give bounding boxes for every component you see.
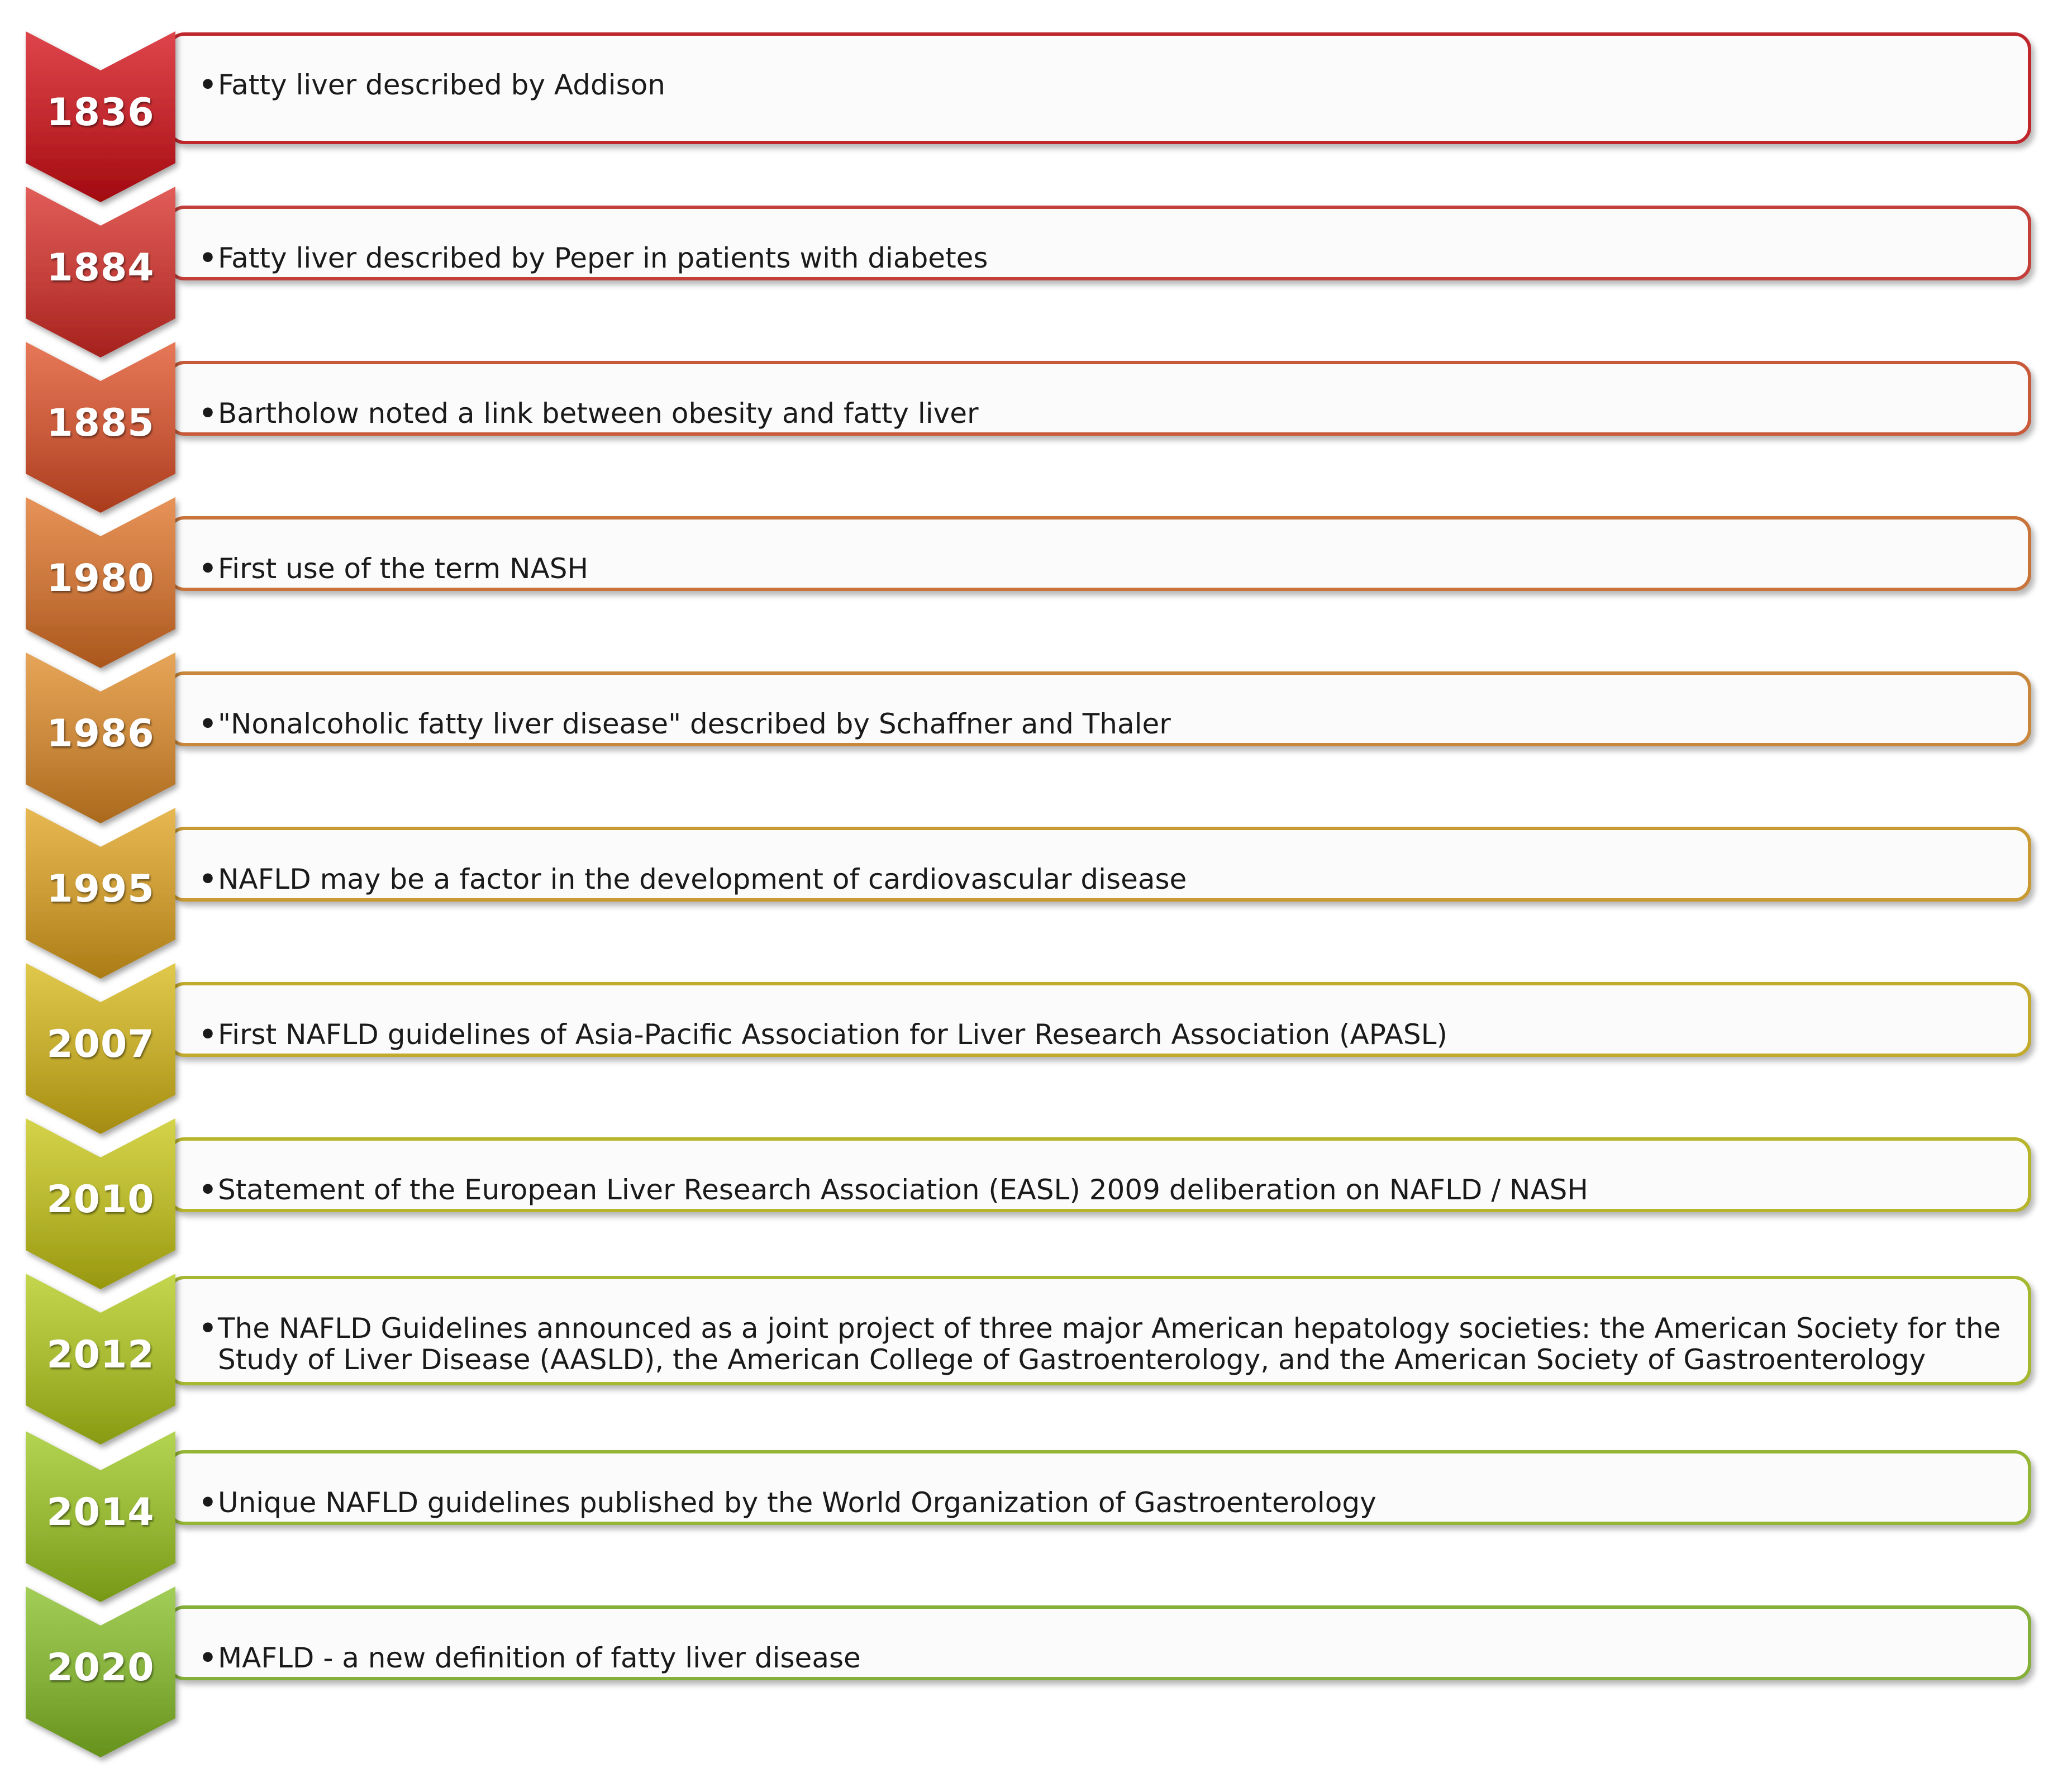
event-description [199, 1019, 2006, 1050]
year-label: 1884 [46, 246, 155, 290]
bullet-icon: • [199, 1642, 217, 1674]
event-box [168, 1450, 2031, 1525]
bullet-icon: • [199, 69, 217, 101]
bullet-icon: • [199, 1486, 217, 1519]
bullet-icon: • [199, 1312, 217, 1345]
event-description [199, 242, 2006, 274]
event-box [168, 1137, 2031, 1212]
bullet-icon: • [199, 863, 217, 895]
event-box [168, 671, 2031, 746]
event-box [168, 32, 2031, 144]
year-label: 2007 [46, 1022, 155, 1066]
event-box [168, 982, 2031, 1057]
event-text: The NAFLD Guidelines announced as a joint project of three major American hepatology societies: the American Society for the Study of Liver Disease (AASLD), the American College of Gastroenterology, and the American Society of Gastroenterology [217, 1312, 2001, 1376]
event-text: Statement of the European Liver Research Association (EASL) 2009 deliberation on NAFLD / NASH [217, 1174, 1588, 1206]
bullet-icon: • [199, 397, 217, 430]
event-text: NAFLD may be a factor in the development of cardiovascular disease [217, 863, 1187, 895]
event-box [168, 1605, 2031, 1680]
event-box [168, 827, 2031, 902]
event-description [199, 553, 2006, 584]
event-description [199, 69, 2006, 101]
event-description [199, 1174, 2006, 1205]
year-label: 2014 [46, 1490, 155, 1534]
year-label: 2020 [46, 1646, 155, 1690]
event-text: "Nonalcoholic fatty liver disease" described by Schaffner and Thaler [217, 708, 1171, 740]
event-description [199, 1487, 2006, 1518]
year-label: 1885 [46, 401, 155, 445]
event-box [168, 361, 2031, 436]
event-text: Unique NAFLD guidelines published by the World Organization of Gastroenterology [217, 1486, 1376, 1519]
event-description [199, 1313, 2006, 1375]
event-description [199, 708, 2006, 740]
event-box [168, 206, 2031, 280]
event-text: Fatty liver described by Addison [217, 69, 665, 101]
year-label: 1836 [46, 90, 155, 135]
event-text: Bartholow noted a link between obesity and fatty liver [217, 397, 979, 430]
year-label: 2012 [46, 1333, 155, 1377]
bullet-icon: • [199, 708, 217, 740]
year-label: 1980 [46, 556, 155, 600]
year-label: 1995 [46, 867, 155, 911]
event-description [199, 1642, 2006, 1674]
event-description [199, 398, 2006, 429]
event-box [168, 1276, 2031, 1385]
bullet-icon: • [199, 1174, 217, 1206]
event-text: First NAFLD guidelines of Asia-Pacific Association for Liver Research Association (APASL) [217, 1018, 1447, 1051]
event-text: MAFLD - a new definition of fatty liver disease [217, 1642, 861, 1674]
event-box [168, 516, 2031, 591]
year-label: 2010 [46, 1178, 155, 1222]
event-text: First use of the term NASH [217, 552, 589, 585]
bullet-icon: • [199, 1018, 217, 1051]
event-description [199, 864, 2006, 895]
year-label: 1986 [46, 712, 155, 756]
bullet-icon: • [199, 552, 217, 585]
event-text: Fatty liver described by Peper in patients with diabetes [217, 242, 988, 274]
bullet-icon: • [199, 242, 217, 274]
